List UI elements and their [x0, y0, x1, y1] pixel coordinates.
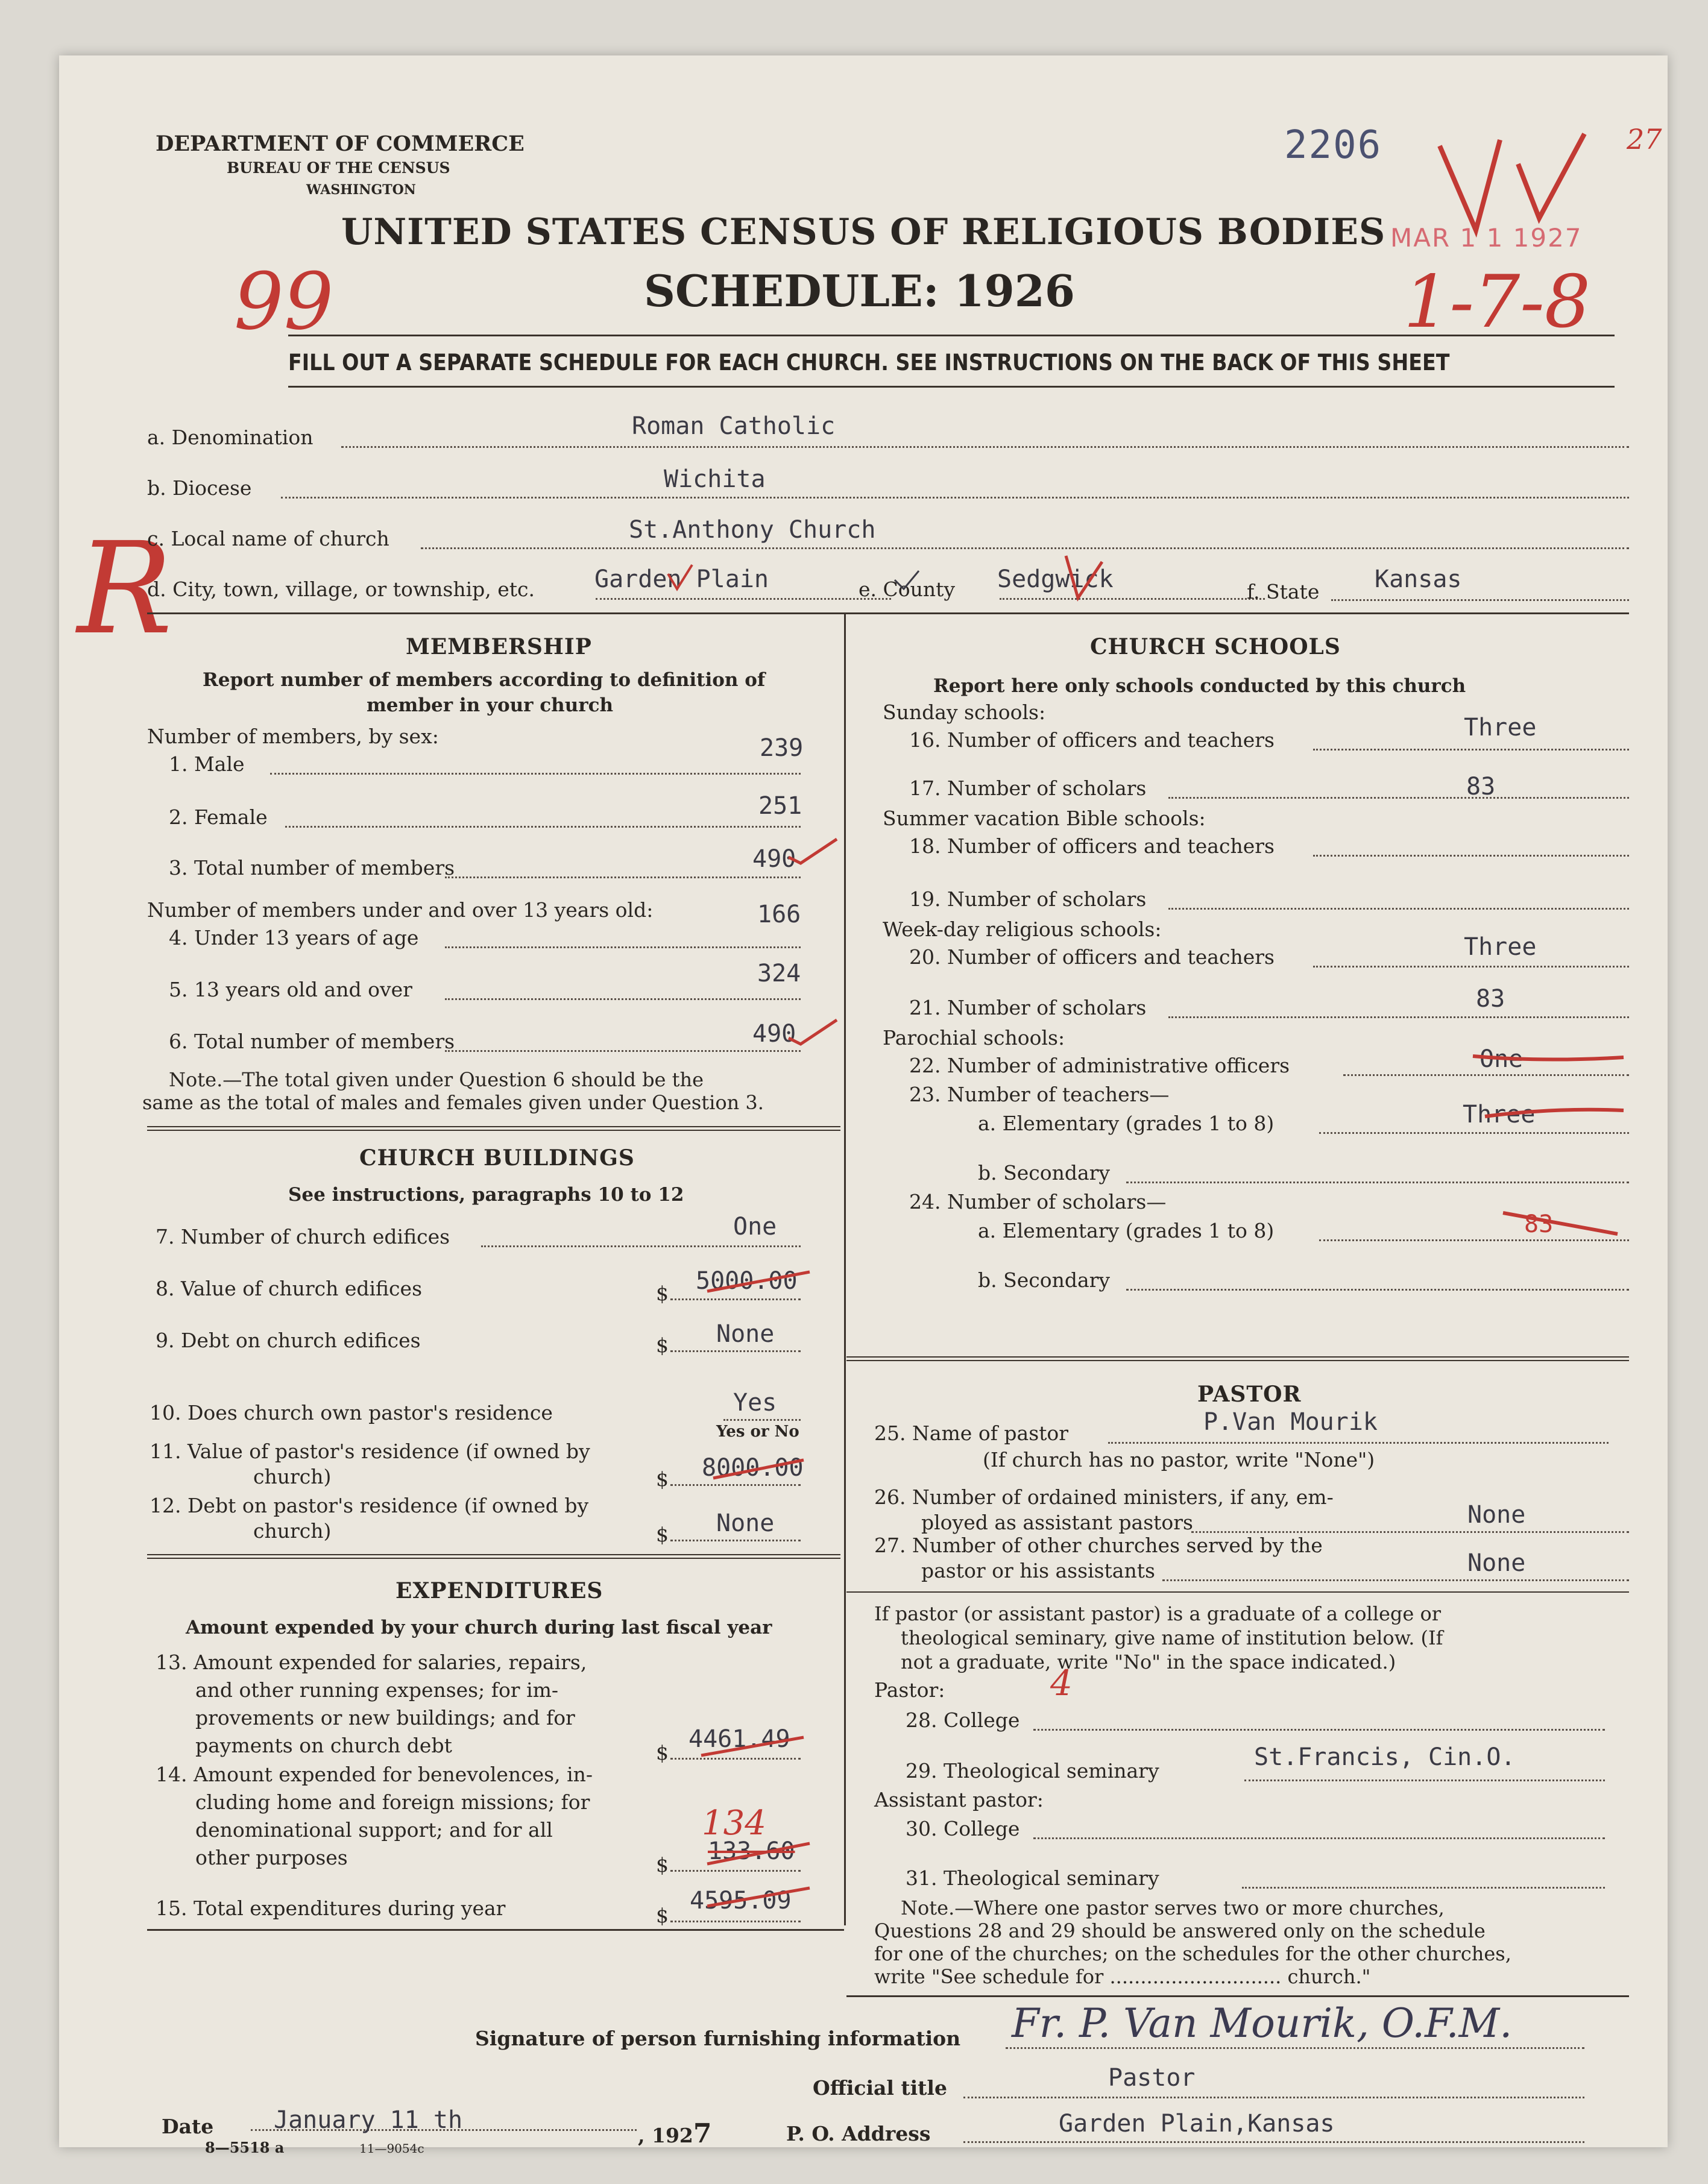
over-13-label: 5. 13 years old and over	[169, 978, 412, 1001]
college-line	[1033, 1729, 1605, 1731]
graduate-note-2: theological seminary, give name of institution below. (If	[901, 1626, 1443, 1649]
summer-scholars-label: 19. Number of scholars	[909, 887, 1147, 911]
total-expenditures-line	[670, 1921, 801, 1922]
total-members-age-label: 6. Total number of members	[169, 1030, 455, 1053]
other-churches-line	[1162, 1579, 1629, 1581]
other-churches-label-2: pastor or his assistants	[921, 1559, 1155, 1582]
schedule-number: 2206	[1284, 123, 1382, 168]
edifices-count-line	[481, 1245, 801, 1247]
edifices-debt-value: None	[716, 1320, 775, 1348]
official-title-label: Official title	[813, 2076, 947, 2100]
scholars-elementary-value: 83	[1524, 1210, 1554, 1238]
expenditures-rule-2	[147, 1558, 840, 1559]
seminary-label: 29. Theological seminary	[906, 1759, 1159, 1783]
footer-rule-right	[846, 1995, 1629, 1997]
female-value: 251	[758, 792, 802, 820]
membership-heading: MEMBERSHIP	[406, 634, 592, 659]
buildings-heading: CHURCH BUILDINGS	[359, 1145, 635, 1171]
sunday-teachers-value: Three	[1464, 714, 1537, 741]
sunday-teachers-label: 16. Number of officers and teachers	[909, 728, 1275, 752]
year-digit: 7	[693, 2118, 712, 2149]
check-mark-icon	[889, 562, 925, 598]
strike-mark-icon	[710, 1454, 807, 1484]
residence-debt-dollar: $	[656, 1523, 669, 1546]
schedule-title: SCHEDULE: 1926	[644, 265, 1075, 316]
teachers-elementary-line	[1319, 1132, 1629, 1134]
annotation-margin-letter: R	[77, 515, 173, 662]
seminary-line	[1244, 1780, 1605, 1781]
running-expenses-value: 4461.49	[689, 1725, 790, 1753]
assistant-ministers-label-1: 26. Number of ordained ministers, if any, em-	[874, 1485, 1334, 1509]
state-label: f. State	[1247, 580, 1320, 603]
benevolences-label-4: other purposes	[195, 1846, 348, 1869]
sunday-teachers-line	[1313, 749, 1629, 751]
benevolences-line	[670, 1870, 801, 1872]
pastor-note-4: write "See schedule for ............................ church."	[874, 1965, 1371, 1988]
benevolences-label-3: denominational support; and for all	[195, 1818, 553, 1842]
sunday-schools-label: Sunday schools:	[883, 700, 1046, 724]
county-line	[1000, 598, 1265, 600]
teachers-label: 23. Number of teachers—	[909, 1083, 1170, 1106]
assistant-college-label: 30. College	[906, 1817, 1020, 1840]
scholars-secondary-line	[1126, 1289, 1629, 1291]
official-title-value: Pastor	[1108, 2064, 1196, 2092]
sunday-scholars-value: 83	[1466, 773, 1496, 801]
pastor-name-label: 25. Name of pastor	[874, 1421, 1069, 1445]
assistant-ministers-line	[1191, 1531, 1629, 1533]
residence-debt-label-2: church)	[253, 1519, 332, 1543]
weekday-schools-label: Week-day religious schools:	[883, 917, 1162, 941]
residence-value-dollar: $	[656, 1467, 669, 1491]
total-members-line	[445, 876, 801, 878]
year-prefix: , 192	[638, 2124, 693, 2147]
over-13-line	[445, 998, 801, 1000]
benevolences-value: 133.60	[708, 1837, 795, 1865]
under-13-line	[445, 946, 801, 948]
po-address-value: Garden Plain,Kansas	[1059, 2110, 1335, 2138]
local-name-value: St.Anthony Church	[629, 516, 876, 544]
total-expenditures-label: 15. Total expenditures during year	[156, 1896, 506, 1920]
yes-or-no-caption: Yes or No	[716, 1423, 799, 1441]
denomination-line	[341, 446, 1629, 448]
parochial-schools-label: Parochial schools:	[883, 1026, 1065, 1050]
strike-mark-icon	[704, 1840, 813, 1870]
form-number-1: 8—5518 a	[205, 2139, 285, 2156]
benevolences-label-1: 14. Amount expended for benevolences, in-	[156, 1763, 593, 1786]
city-line	[596, 598, 891, 600]
denomination-label: a. Denomination	[147, 426, 314, 449]
section-rule-top	[147, 612, 1629, 614]
weekday-teachers-label: 20. Number of officers and teachers	[909, 945, 1275, 969]
county-label: e. County	[859, 577, 956, 601]
pastor-note-1: Note.—Where one pastor serves two or more churches,	[901, 1896, 1445, 1919]
members-by-sex-label: Number of members, by sex:	[147, 725, 439, 748]
schools-sub: Report here only schools conducted by this church	[933, 675, 1466, 697]
form-title: UNITED STATES CENSUS OF RELIGIOUS BODIES	[341, 211, 1386, 253]
other-churches-label-1: 27. Number of other churches served by the	[874, 1534, 1323, 1557]
expenditures-heading: EXPENDITURES	[395, 1578, 603, 1603]
diocese-value: Wichita	[664, 465, 766, 493]
edifices-value-line	[670, 1298, 801, 1300]
city-value: Garden Plain	[594, 565, 769, 593]
sunday-scholars-line	[1168, 797, 1629, 799]
running-expenses-label-3: provements or new buildings; and for	[195, 1706, 575, 1729]
running-expenses-label-2: and other running expenses; for im-	[195, 1678, 559, 1702]
check-mark-icon	[783, 833, 843, 869]
summer-teachers-line	[1313, 855, 1629, 857]
residence-value-label-2: church)	[253, 1465, 332, 1488]
check-marks-icon	[1434, 128, 1615, 248]
under-13-label: 4. Under 13 years of age	[169, 926, 419, 949]
strike-mark-icon	[1500, 1207, 1621, 1243]
college-label: 28. College	[906, 1708, 1020, 1732]
scholars-label: 24. Number of scholars—	[909, 1190, 1167, 1213]
over-13-value: 324	[757, 960, 801, 987]
residence-value-line	[670, 1484, 801, 1486]
strike-mark-icon	[704, 1882, 813, 1912]
check-mark-icon	[1060, 550, 1108, 610]
scholars-secondary-label: b. Secondary	[978, 1268, 1111, 1292]
benevolences-correction: 134	[702, 1804, 766, 1843]
summer-schools-label: Summer vacation Bible schools:	[883, 807, 1206, 830]
year-label	[638, 2118, 712, 2149]
owns-residence-value: Yes	[733, 1389, 777, 1417]
assistant-college-line	[1033, 1837, 1605, 1839]
footer-rule	[147, 1929, 844, 1931]
pastor-rule-2	[846, 1360, 1629, 1361]
graduate-rule	[846, 1591, 1629, 1593]
denomination-value: Roman Catholic	[632, 412, 836, 440]
membership-sub-1: Report number of members according to definition of	[203, 669, 766, 691]
pastor-note-2: Questions 28 and 29 should be answered only on the schedule	[874, 1919, 1486, 1942]
pastor-name-value: P.Van Mourik	[1203, 1408, 1378, 1436]
assistant-ministers-value: None	[1467, 1501, 1526, 1529]
sunday-scholars-label: 17. Number of scholars	[909, 776, 1147, 800]
weekday-teachers-value: Three	[1464, 933, 1537, 961]
signature-line	[1006, 2047, 1584, 2049]
residence-debt-label-1: 12. Debt on pastor's residence (if owned by	[150, 1494, 589, 1517]
annotation-right-number: 1-7-8	[1404, 260, 1591, 344]
city-heading: WASHINGTON	[306, 182, 416, 198]
teachers-secondary-line	[1126, 1182, 1629, 1183]
date-label: Date	[162, 2115, 214, 2138]
buildings-rule	[147, 1126, 840, 1127]
assistant-ministers-label-2: ployed as assistant pastors	[921, 1511, 1193, 1534]
department-heading: DEPARTMENT OF COMMERCE	[156, 131, 525, 156]
graduate-note-1: If pastor (or assistant pastor) is a graduate of a college or	[874, 1602, 1442, 1625]
column-divider	[844, 614, 846, 1925]
pastor-note-3: for one of the churches; on the schedules for the other churches,	[874, 1942, 1511, 1965]
local-name-label: c. Local name of church	[147, 527, 389, 550]
total-members-value: 490	[752, 845, 796, 873]
pastor-heading: PASTOR	[1197, 1382, 1302, 1407]
strike-mark-icon	[704, 1267, 813, 1297]
local-name-line	[421, 547, 1629, 549]
membership-note-1: Note.—The total given under Question 6 should be the	[169, 1068, 704, 1091]
strike-mark-icon	[698, 1731, 807, 1761]
total-expenditures-value: 4595.09	[690, 1887, 792, 1915]
total-members-age-value: 490	[752, 1020, 796, 1048]
official-title-line	[963, 2097, 1584, 2098]
edifices-value-label: 8. Value of church edifices	[156, 1277, 423, 1300]
admin-officers-label: 22. Number of administrative officers	[909, 1054, 1290, 1077]
annotation-left-number: 99	[234, 256, 334, 347]
benevolences-label-2: cluding home and foreign missions; for	[195, 1790, 590, 1814]
po-address-line	[963, 2141, 1584, 2143]
owns-residence-line	[723, 1419, 801, 1421]
other-churches-value: None	[1467, 1549, 1526, 1577]
seminary-value: St.Francis, Cin.O.	[1254, 1743, 1516, 1771]
date-value: January 11 th	[274, 2106, 463, 2134]
check-mark-icon	[783, 1014, 843, 1050]
strike-mark-icon	[1482, 1098, 1627, 1128]
edifices-debt-label: 9. Debt on church edifices	[156, 1329, 421, 1352]
pastor-rule	[846, 1356, 1629, 1358]
edifices-debt-dollar: $	[656, 1333, 669, 1357]
weekday-scholars-line	[1168, 1016, 1629, 1018]
edifices-value-value: 5000.00	[696, 1267, 798, 1295]
benevolences-dollar: $	[656, 1853, 669, 1877]
total-members-label: 3. Total number of members	[169, 856, 455, 880]
state-value: Kansas	[1375, 565, 1462, 593]
weekday-scholars-value: 83	[1476, 985, 1505, 1013]
male-label: 1. Male	[169, 752, 245, 776]
total-expenditures-dollar: $	[656, 1904, 669, 1927]
strike-mark-icon	[1470, 1044, 1627, 1074]
residence-value-label-1: 11. Value of pastor's residence (if owned by	[150, 1440, 590, 1463]
signature-label: Signature of person furnishing information	[475, 2027, 961, 2050]
corner-mark: 27	[1627, 123, 1662, 156]
running-expenses-dollar: $	[656, 1741, 669, 1764]
pastor-section-label: Pastor:	[874, 1678, 945, 1702]
admin-officers-line	[1343, 1074, 1629, 1076]
edifices-debt-line	[670, 1350, 801, 1352]
scholars-elementary-label: a. Elementary (grades 1 to 8)	[978, 1219, 1275, 1242]
header-rule-bottom	[288, 386, 1615, 388]
received-date-stamp: MAR 1 1 1927	[1390, 223, 1583, 253]
assistant-seminary-label: 31. Theological seminary	[906, 1866, 1159, 1890]
residence-debt-value: None	[716, 1509, 775, 1537]
pastor-name-note: (If church has no pastor, write "None")	[983, 1448, 1375, 1471]
assistant-pastor-label: Assistant pastor:	[874, 1788, 1044, 1811]
teachers-elementary-value: Three	[1463, 1101, 1536, 1128]
membership-sub-2: member in your church	[367, 694, 614, 716]
weekday-teachers-line	[1313, 966, 1629, 968]
diocese-label: b. Diocese	[147, 476, 252, 500]
expenditures-sub: Amount expended by your church during last fiscal year	[186, 1617, 772, 1638]
total-members-age-line	[445, 1050, 801, 1052]
male-line	[270, 773, 801, 775]
teachers-elementary-label: a. Elementary (grades 1 to 8)	[978, 1112, 1275, 1135]
form-number-2: 11—9054c	[359, 2141, 424, 2156]
pastor-name-line	[1108, 1442, 1609, 1444]
edifices-count-value: One	[733, 1213, 777, 1241]
diocese-line	[281, 497, 1629, 499]
summer-scholars-line	[1168, 908, 1629, 910]
county-value: Sedgwick	[997, 565, 1114, 593]
instruction-line: FILL OUT A SEPARATE SCHEDULE FOR EACH CHURCH. SEE INSTRUCTIONS ON THE BACK OF THIS SHEET	[288, 350, 1450, 376]
summer-teachers-label: 18. Number of officers and teachers	[909, 834, 1275, 858]
expenditures-rule	[147, 1554, 840, 1555]
signature-value: Fr. P. Van Mourik, O.F.M.	[1012, 2000, 1513, 2047]
edifices-count-label: 7. Number of church edifices	[156, 1225, 450, 1248]
edifices-value-dollar: $	[656, 1282, 669, 1305]
membership-note-2: same as the total of males and females given under Question 3.	[142, 1091, 764, 1114]
pastor-mark: 4	[1050, 1663, 1073, 1704]
under-13-value: 166	[757, 901, 801, 928]
schools-heading: CHURCH SCHOOLS	[1090, 634, 1341, 659]
weekday-scholars-label: 21. Number of scholars	[909, 996, 1147, 1019]
admin-officers-value: One	[1480, 1045, 1524, 1073]
city-label: d. City, town, village, or township, etc.	[147, 577, 535, 601]
bureau-heading: BUREAU OF THE CENSUS	[227, 159, 450, 177]
female-line	[285, 826, 801, 828]
check-mark-icon	[662, 562, 698, 598]
residence-debt-line	[670, 1540, 801, 1541]
teachers-secondary-label: b. Secondary	[978, 1161, 1111, 1185]
owns-residence-label: 10. Does church own pastor's residence	[150, 1401, 553, 1424]
female-label: 2. Female	[169, 805, 268, 829]
assistant-seminary-line	[1242, 1887, 1605, 1889]
buildings-sub: See instructions, paragraphs 10 to 12	[288, 1184, 684, 1206]
graduate-note-3: not a graduate, write "No" in the space indicated.)	[901, 1651, 1396, 1673]
residence-value-value: 8000.00	[702, 1454, 804, 1482]
po-address-label: P. O. Address	[786, 2122, 931, 2145]
buildings-rule-2	[147, 1130, 840, 1131]
male-value: 239	[760, 734, 804, 762]
census-schedule-sheet	[59, 55, 1668, 2156]
state-line	[1331, 599, 1629, 601]
members-by-age-label: Number of members under and over 13 years old:	[147, 898, 654, 922]
running-expenses-label-1: 13. Amount expended for salaries, repairs,	[156, 1651, 587, 1674]
running-expenses-label-4: payments on church debt	[195, 1734, 452, 1757]
